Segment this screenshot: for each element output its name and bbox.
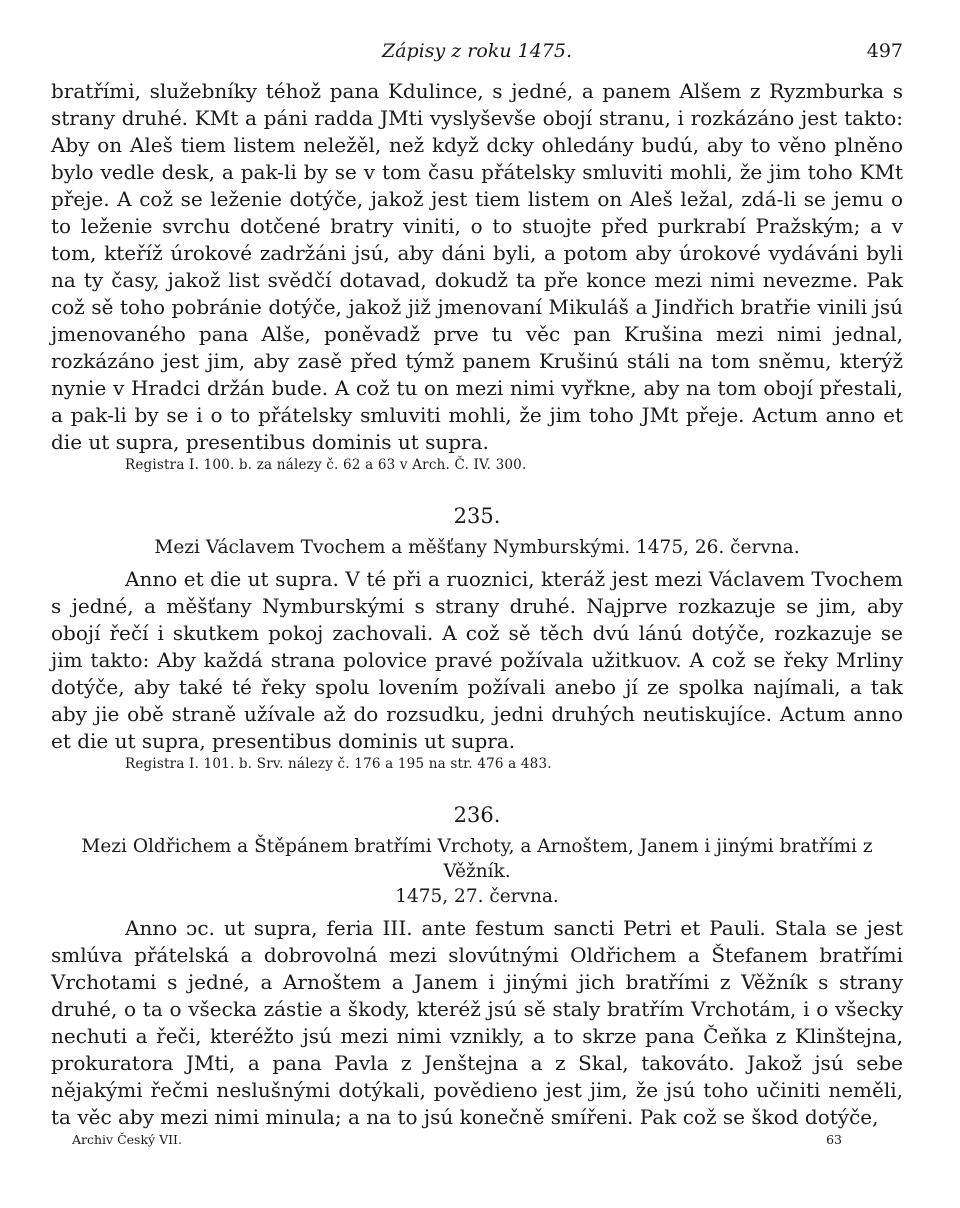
page-number: 497 xyxy=(866,40,903,62)
page-footer xyxy=(72,1132,842,1150)
record-date-line: 1475, 27. června. xyxy=(395,886,559,907)
record-title xyxy=(51,834,903,909)
footer-signature: Archiv Český VII. xyxy=(72,1132,182,1147)
record-number: 235. xyxy=(453,504,501,528)
record-source-note: Registra I. 100. b. za nálezy č. 62 a 63 v Arch. Č. IV. 300. xyxy=(125,457,527,473)
record-title-line: Mezi Václavem Tvochem a měšťany Nymburskými. 1475, 26. června. xyxy=(154,537,800,558)
record-235 xyxy=(51,503,903,772)
record-text: Anno ᴐc. ut supra, feria III. ante festum sancti Petri et Pauli. Stala se jest smlúva přátelská a dobrovolná mezi slovútnými Oldřichem a Štefanem bratřími Vrchotami s jedné, a Arnoštem a Janem i jinými jich bratřími z Věžník s strany druhé, o ta o všecka zástie a škody, kteréž jsú sě staly bratřím Vrchotám, i o všecky nechuti a řeči, kteréžto jsú mezi nimi vznikly, a to skrze pana Čeňka z Klinštejna, prokuratora JMti, a pana Pavla z Jenštejna a z Skal, takováto. Jakož jsú sebe nějakými řečmi neslušnými dotýkali, povědieno jest jim, že jsú toho učiniti neměli, ta věc aby mezi nimi minula; a na to jsú konečně smířeni. Pak což se škod dotýče, xyxy=(51,916,903,1129)
record-source-note: Registra I. 101. b. Srv. nálezy č. 176 a 195 na str. 476 a 483. xyxy=(125,756,552,772)
running-title: Zápisy z roku 1475. xyxy=(381,40,573,62)
page-header xyxy=(51,40,903,66)
record-title-line: Mezi Oldřichem a Štěpánem bratřími Vrchoty, a Arnoštem, Janem i jinými bratřími z Věžník. xyxy=(81,836,873,882)
record-234-continuation xyxy=(51,78,903,473)
record-text: bratřími, služebníky téhož pana Kdulince, s jedné, a panem Alšem z Ryzmburka s strany druhé. KMt a páni radda JMti vyslyševše obojí stranu, i rozkázáno jest takto: Aby on Aleš tiem listem neležěl, než když dcky ohledány budú, aby to věno plněno bylo vedle desk, a pak-li by se v tom času přátelsky smluviti mohli, že jim toho KMt přeje. A což se leženie dotýče, jakož jest tiem listem on Aleš ležal, zdá-li se jemu o to leženie svrchu dotčené bratry viniti, o to stuojte před purkrabí Pražským; a v tom, kteříž úrokové zadržáni jsú, aby dáni byli, a potom aby úrokové vydáváni byli na ty časy, jakož list svědčí dotavad, dokudž ta pře konce mezi nimi nevezme. Pak což sě toho pobránie dotýče, jakož již jmenovaní Mikuláš a Jindřich bratřie vinili jsú jmenovaného pana Alše, poněvadž prve tu věc pan Krušina mezi nimi jednal, rozkázáno jest jim, aby zasě před týmž panem Krušinú stáli na tom sněmu, kterýž nynie v Hradci držán bude. A což tu on mezi nimi vyřkne, aby na tom obojí přestali, a pak-li by se i o to přátelsky smluviti mohli, že jim toho JMt přeje. Actum anno et die ut supra, presentibus dominis ut supra. xyxy=(51,79,903,454)
record-236 xyxy=(51,802,903,1131)
footer-sheet-number: 63 xyxy=(826,1132,842,1147)
document-page xyxy=(51,40,903,1131)
record-number: 236. xyxy=(453,803,501,827)
record-text: Anno et die ut supra. V té při a ruoznici, kteráž jest mezi Václavem Tvochem s jedné, a měšťany Nymburskými s strany druhé. Najprve rozkazuje se jim, aby obojí řečí i skutkem pokoj zachovali. A což sě těch dvú lánú dotýče, rozkazuje se jim takto: Aby každá strana polovice pravé požívala užitkuov. A což se řeky Mrliny dotýče, aby také té řeky spolu lovením požívali anebo jí ze spolka najímali, a tak aby jie obě straně užívale až do rozsudku, jedni druhých neutiskujíce. Actum anno et die ut supra, presentibus dominis ut supra. xyxy=(51,567,903,753)
record-title xyxy=(51,535,903,560)
